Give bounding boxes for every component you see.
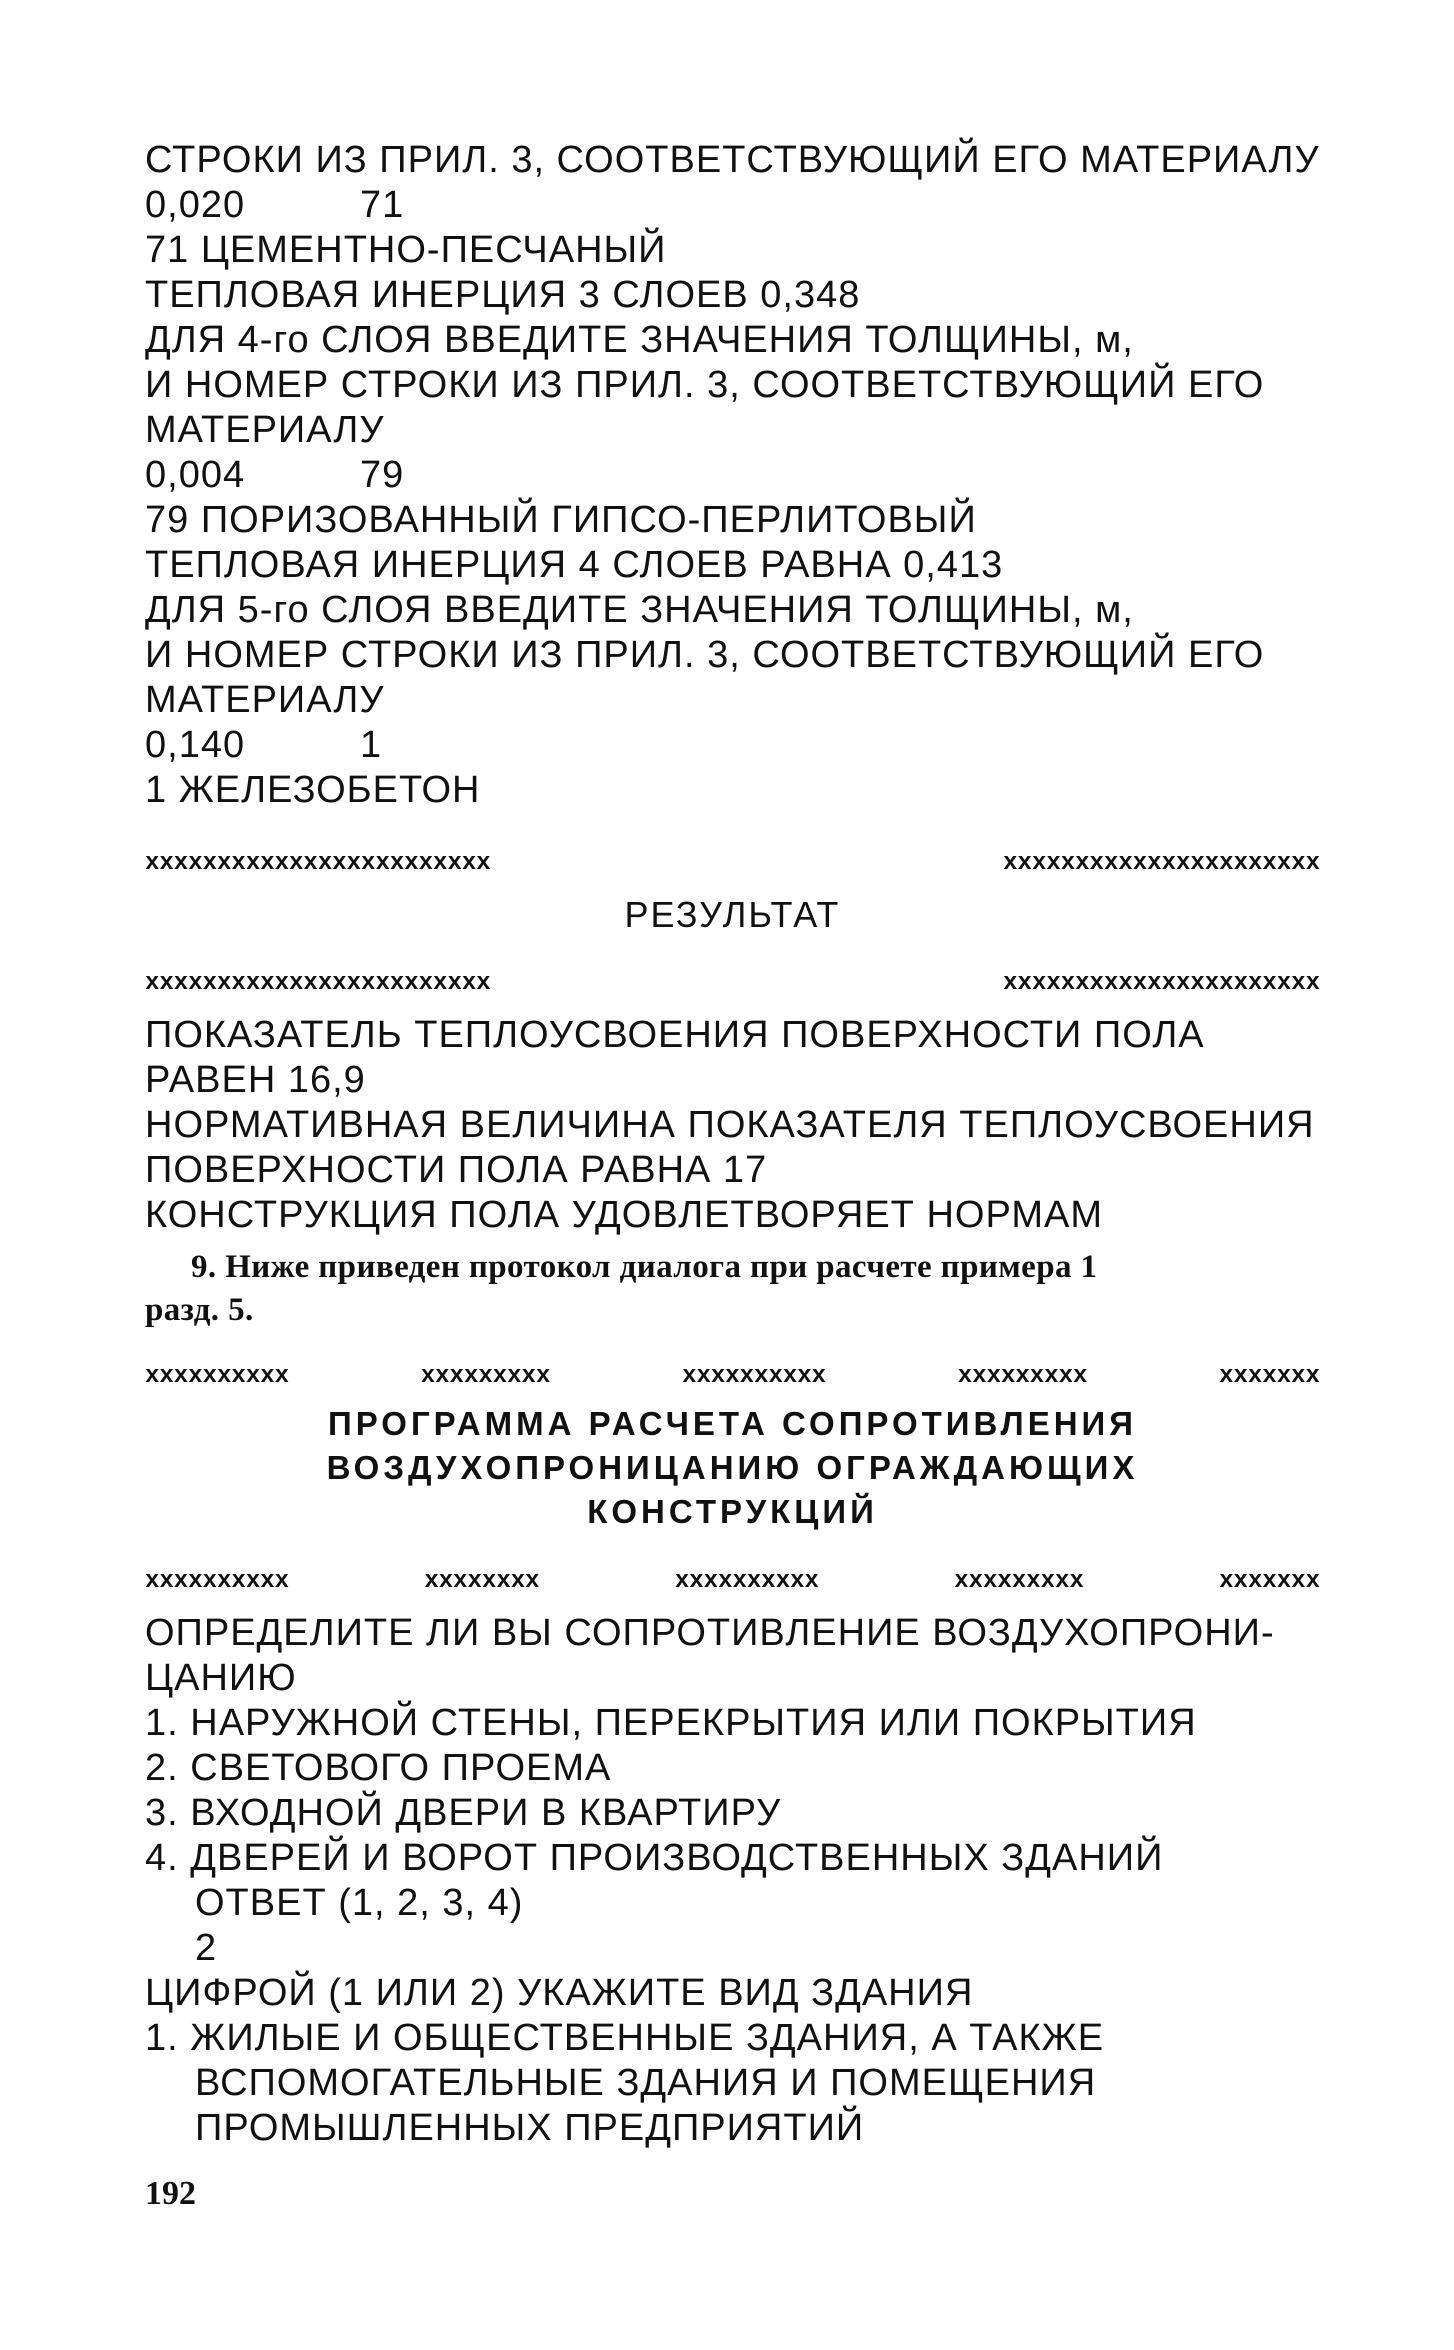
question-line: ОПРЕДЕЛИТЕ ЛИ ВЫ СОПРОТИВЛЕНИЕ ВОЗДУХОПРОНИ- bbox=[145, 1612, 1275, 1654]
prompt-line: МАТЕРИАЛУ bbox=[145, 679, 385, 721]
thickness-value: 0,140 bbox=[145, 724, 246, 766]
paragraph-line: 9. Ниже приведен протокол диалога при расчете примера 1 bbox=[191, 1249, 1098, 1285]
row-number-value: 79 bbox=[360, 454, 405, 496]
answer-prompt: ОТВЕТ (1, 2, 3, 4) bbox=[195, 1882, 524, 1924]
paragraph-line: разд. 5. bbox=[145, 1292, 254, 1328]
protocol-line: СТРОКИ ИЗ ПРИЛ. 3, СООТВЕТСТВУЮЩИЙ ЕГО МАТЕРИАЛУ bbox=[145, 139, 1320, 181]
prompt-line: И НОМЕР СТРОКИ ИЗ ПРИЛ. 3, СООТВЕТСТВУЮЩИЙ ЕГО bbox=[145, 364, 1265, 406]
input-line-layer5 bbox=[145, 725, 382, 765]
input-line-layer3 bbox=[145, 185, 404, 225]
building-option-cont: ПРОМЫШЛЕННЫХ ПРЕДПРИЯТИЙ bbox=[195, 2107, 865, 2149]
result-line: ПОВЕРХНОСТИ ПОЛА РАВНА 17 bbox=[145, 1149, 768, 1191]
page-number: 192 bbox=[145, 2175, 196, 2212]
row-number-value: 71 bbox=[360, 184, 405, 226]
material-line: 1 ЖЕЛЕЗОБЕТОН bbox=[145, 769, 481, 811]
question-line: ЦАНИЮ bbox=[145, 1657, 297, 1699]
result-line: КОНСТРУКЦИЯ ПОЛА УДОВЛЕТВОРЯЕТ НОРМАМ bbox=[145, 1194, 1104, 1236]
program-divider-top: xxxxxxxxxx xxxxxxxxx xxxxxxxxxx xxxxxxxxx xxxxxxx bbox=[145, 1363, 1320, 1390]
result-heading: РЕЗУЛЬТАТ bbox=[624, 894, 841, 935]
material-line: 71 ЦЕМЕНТНО-ПЕСЧАНЫЙ bbox=[145, 229, 667, 271]
row-number-value: 1 bbox=[360, 724, 383, 766]
program-divider-bottom: xxxxxxxxxx xxxxxxxx xxxxxxxxxx xxxxxxxxx xxxxxxx bbox=[145, 1568, 1320, 1595]
thickness-value: 0,004 bbox=[145, 454, 246, 496]
thickness-value: 0,020 bbox=[145, 184, 246, 226]
thermal-inertia-line: ТЕПЛОВАЯ ИНЕРЦИЯ 4 СЛОЕВ РАВНА 0,413 bbox=[145, 544, 1004, 586]
input-line-layer4 bbox=[145, 455, 404, 495]
option-item: 3. ВХОДНОЙ ДВЕРИ В КВАРТИРУ bbox=[145, 1792, 782, 1834]
program-title-line: ВОЗДУХОПРОНИЦАНИЮ ОГРАЖДАЮЩИХ bbox=[326, 1449, 1139, 1486]
answer-value: 2 bbox=[195, 1927, 218, 1969]
program-title-line: ПРОГРАММА РАСЧЕТА СОПРОТИВЛЕНИЯ bbox=[328, 1405, 1137, 1442]
prompt-line: ДЛЯ 4-го СЛОЯ ВВЕДИТЕ ЗНАЧЕНИЯ ТОЛЩИНЫ, м, bbox=[145, 319, 1134, 361]
result-line: РАВЕН 16,9 bbox=[145, 1059, 366, 1101]
material-line: 79 ПОРИЗОВАННЫЙ ГИПСО-ПЕРЛИТОВЫЙ bbox=[145, 499, 977, 541]
option-item: 2. СВЕТОВОГО ПРОЕМА bbox=[145, 1747, 612, 1789]
option-item: 1. НАРУЖНОЙ СТЕНЫ, ПЕРЕКРЫТИЯ ИЛИ ПОКРЫТИЯ bbox=[145, 1702, 1197, 1744]
program-title-line: КОНСТРУКЦИЙ bbox=[587, 1493, 878, 1530]
building-option: 1. ЖИЛЫЕ И ОБЩЕСТВЕННЫЕ ЗДАНИЯ, А ТАКЖЕ bbox=[145, 2017, 1105, 2059]
result-line: ПОКАЗАТЕЛЬ ТЕПЛОУСВОЕНИЯ ПОВЕРХНОСТИ ПОЛА bbox=[145, 1014, 1205, 1056]
result-line: НОРМАТИВНАЯ ВЕЛИЧИНА ПОКАЗАТЕЛЯ ТЕПЛОУСВОЕНИЯ bbox=[145, 1104, 1315, 1146]
prompt-line: ДЛЯ 5-го СЛОЯ ВВЕДИТЕ ЗНАЧЕНИЯ ТОЛЩИНЫ, м, bbox=[145, 589, 1134, 631]
option-item: 4. ДВЕРЕЙ И ВОРОТ ПРОИЗВОДСТВЕННЫХ ЗДАНИЙ bbox=[145, 1837, 1164, 1879]
prompt-line: МАТЕРИАЛУ bbox=[145, 409, 385, 451]
building-option-cont: ВСПОМОГАТЕЛЬНЫЕ ЗДАНИЯ И ПОМЕЩЕНИЯ bbox=[195, 2062, 1097, 2104]
thermal-inertia-line: ТЕПЛОВАЯ ИНЕРЦИЯ 3 СЛОЕВ 0,348 bbox=[145, 274, 861, 316]
prompt-line: И НОМЕР СТРОКИ ИЗ ПРИЛ. 3, СООТВЕТСТВУЮЩИЙ ЕГО bbox=[145, 634, 1265, 676]
building-prompt: ЦИФРОЙ (1 ИЛИ 2) УКАЖИТЕ ВИД ЗДАНИЯ bbox=[145, 1972, 974, 2014]
